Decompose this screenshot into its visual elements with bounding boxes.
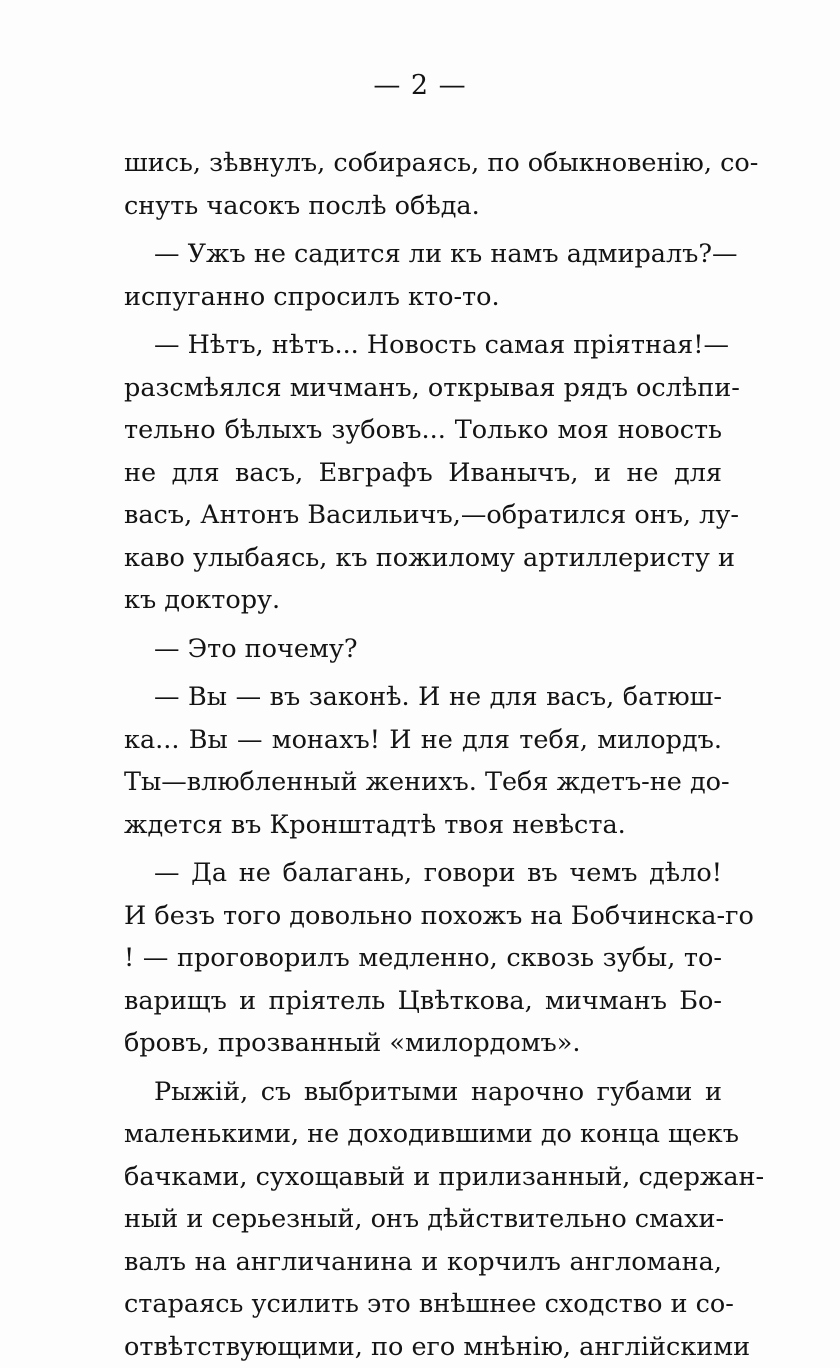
text-line: маленькими, не доходившими до конца щекъ xyxy=(124,1113,722,1156)
text-line: — Это почему? xyxy=(124,628,722,671)
text-line: валъ на англичанина и корчилъ англомана, xyxy=(124,1241,722,1284)
text-line: къ доктору. xyxy=(124,579,722,622)
text-line: ный и серьезный, онъ дѣйствительно смахи- xyxy=(124,1198,722,1241)
text-line: Ты—влюбленный женихъ. Тебя ждетъ-не до- xyxy=(124,761,722,804)
text-line: ! — проговорилъ медленно, сквозь зубы, то- xyxy=(124,937,722,980)
text-line: варищъ и пріятель Цвѣткова, мичманъ Бо- xyxy=(124,980,722,1023)
text-line: снуть часокъ послѣ обѣда. xyxy=(124,185,722,228)
text-line: испуганно спросилъ кто-то. xyxy=(124,276,722,319)
text-line: ка... Вы — монахъ! И не для тебя, милордъ. xyxy=(124,719,722,762)
text-line: бровъ, прозванный «милордомъ». xyxy=(124,1022,722,1065)
text-line: — Ужъ не садится ли къ намъ адмиралъ?— xyxy=(124,233,722,276)
text-line: васъ, Антонъ Васильичъ,—обратился онъ, лу- xyxy=(124,494,722,537)
text-line: И безъ того довольно похожъ на Бобчинска-го xyxy=(124,895,722,938)
text-line: каво улыбаясь, къ пожилому артиллеристу и xyxy=(124,537,722,580)
text-line: отвѣтствующими, по его мнѣнію, англійскими xyxy=(124,1326,722,1368)
text-line: ждется въ Кронштадтѣ твоя невѣста. xyxy=(124,804,722,847)
text-line: — Да не балагань, говори въ чемъ дѣло! xyxy=(124,852,722,895)
text-line: бачками, сухощавый и прилизанный, сдержан- xyxy=(124,1156,722,1199)
text-line: — Нѣтъ, нѣтъ... Новость самая пріятная!— xyxy=(124,324,722,367)
text-line: — Вы — въ законѣ. И не для васъ, батюш- xyxy=(124,676,722,719)
body-text xyxy=(124,142,722,1368)
text-line: не для васъ, Евграфъ Иванычъ, и не для xyxy=(124,452,722,495)
text-line: Рыжій, съ выбритыми нарочно губами и xyxy=(124,1071,722,1114)
page-number: — 2 — xyxy=(0,70,840,101)
text-line: шись, зѣвнулъ, собираясь, по обыкновенію, со- xyxy=(124,142,722,185)
text-line: тельно бѣлыхъ зубовъ... Только моя новость xyxy=(124,409,722,452)
text-line: разсмѣялся мичманъ, открывая рядъ ослѣпи- xyxy=(124,367,722,410)
text-line: стараясь усилить это внѣшнее сходство и со- xyxy=(124,1283,722,1326)
